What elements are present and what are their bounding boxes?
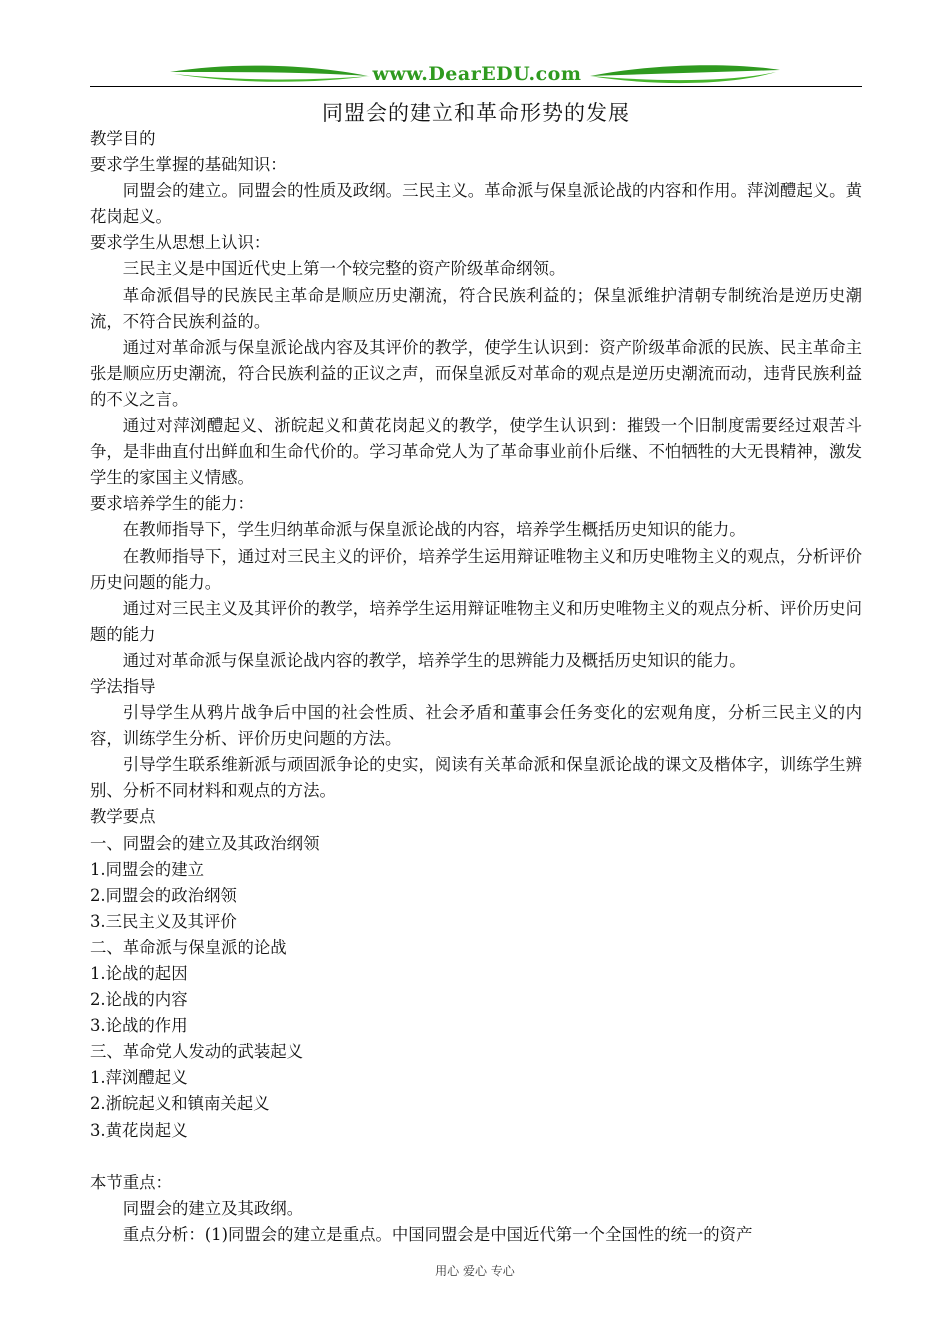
method-para: 引导学生联系维新派与顽固派争论的史实，阅读有关革命派和保皇派论战的课文及楷体字，训练学生辨别、分析不同材料和观点的方法。 [90, 755, 862, 801]
points-heading: 教学要点 [90, 807, 156, 827]
objectives-heading: 教学目的 [90, 129, 156, 148]
ability-para: 在教师指导下，通过对三民主义的评价，培养学生运用辩证唯物主义和历史唯物主义的观点，分析评价历史问题的能力。 [90, 546, 862, 592]
basic-knowledge-heading: 要求学生掌握的基础知识： [90, 155, 287, 175]
ideology-para: 革命派倡导的民族民主革命是顺应历史潮流，符合民族利益的；保皇派维护清朝专制统治是逆历史潮流，不符合民族利益的。 [90, 285, 862, 331]
document-body [90, 126, 862, 1248]
ideology-para: 通过对萍浏醴起义、浙皖起义和黄花岗起义的教学，使学生认识到：摧毁一个旧制度需要经过艰苦斗争，是非曲直付出鲜血和生命代价的。学习革命党人为了革命事业前仆后继、不怕牺牲的大无畏精神，激发学生的家国主义情感。 [90, 416, 862, 488]
basic-knowledge-text: 同盟会的建立。同盟会的性质及政纲。三民主义。革命派与保皇派论战的内容和作用。萍浏醴起义。黄花岗起义。 [90, 181, 862, 227]
outline-item: 1.论战的起因 [90, 964, 188, 983]
ideology-para: 三民主义是中国近代史上第一个较完整的资产阶级革命纲领。 [122, 259, 566, 279]
ideology-para: 通过对革命派与保皇派论战内容及其评价的教学，使学生认识到：资产阶级革命派的民族、民主革命主张是顺应历史潮流，符合民族利益的正议之声，而保皇派反对革命的观点是逆历史潮流而动，违背民族利益的不义之言。 [90, 337, 862, 409]
ability-para: 在教师指导下，学生归纳革命派与保皇派论战的内容，培养学生概括历史知识的能力。 [122, 520, 746, 540]
outline-item: 3.黄花岗起义 [90, 1120, 188, 1140]
site-logo[interactable]: www.DearEDU.com [372, 63, 582, 85]
key-heading: 本节重点： [90, 1172, 172, 1192]
ideology-heading: 要求学生从思想上认识： [90, 233, 271, 253]
key-text: 同盟会的建立及其政纲。 [122, 1198, 304, 1218]
method-heading: 学法指导 [90, 676, 156, 696]
outline-item: 三、革命党人发动的武装起义 [90, 1042, 304, 1062]
page-footer: 用心 爱心 专心 [435, 1264, 515, 1278]
outline-item: 2.同盟会的政治纲领 [90, 885, 237, 905]
header-divider [90, 86, 862, 87]
outline-item: 1.萍浏醴起义 [90, 1068, 188, 1088]
key-analysis: 重点分析：(1)同盟会的建立是重点。中国同盟会是中国近代第一个全国性的统一的资产 [122, 1224, 753, 1244]
ability-para: 通过对革命派与保皇派论战内容的教学，培养学生的思辨能力及概括历史知识的能力。 [122, 650, 746, 670]
document-title: 同盟会的建立和革命形势的发展 [322, 101, 630, 125]
ability-heading: 要求培养学生的能力： [90, 494, 254, 514]
spacer [90, 1144, 862, 1170]
outline-item: 3.论战的作用 [90, 1016, 188, 1036]
outline-item: 二、革命派与保皇派的论战 [90, 937, 287, 957]
outline-item: 一、同盟会的建立及其政治纲领 [90, 833, 320, 853]
outline-item: 1.同盟会的建立 [90, 859, 204, 879]
outline-item: 3.三民主义及其评价 [90, 911, 237, 931]
method-para: 引导学生从鸦片战争后中国的社会性质、社会矛盾和董事会任务变化的宏观角度，分析三民主义的内容，训练学生分析、评价历史问题的方法。 [90, 703, 862, 749]
outline-item: 2.论战的内容 [90, 990, 188, 1010]
ability-para: 通过对三民主义及其评价的教学，培养学生运用辩证唯物主义和历史唯物主义的观点分析、评价历史问题的能力 [90, 598, 862, 644]
outline-item: 2.浙皖起义和镇南关起义 [90, 1094, 270, 1114]
